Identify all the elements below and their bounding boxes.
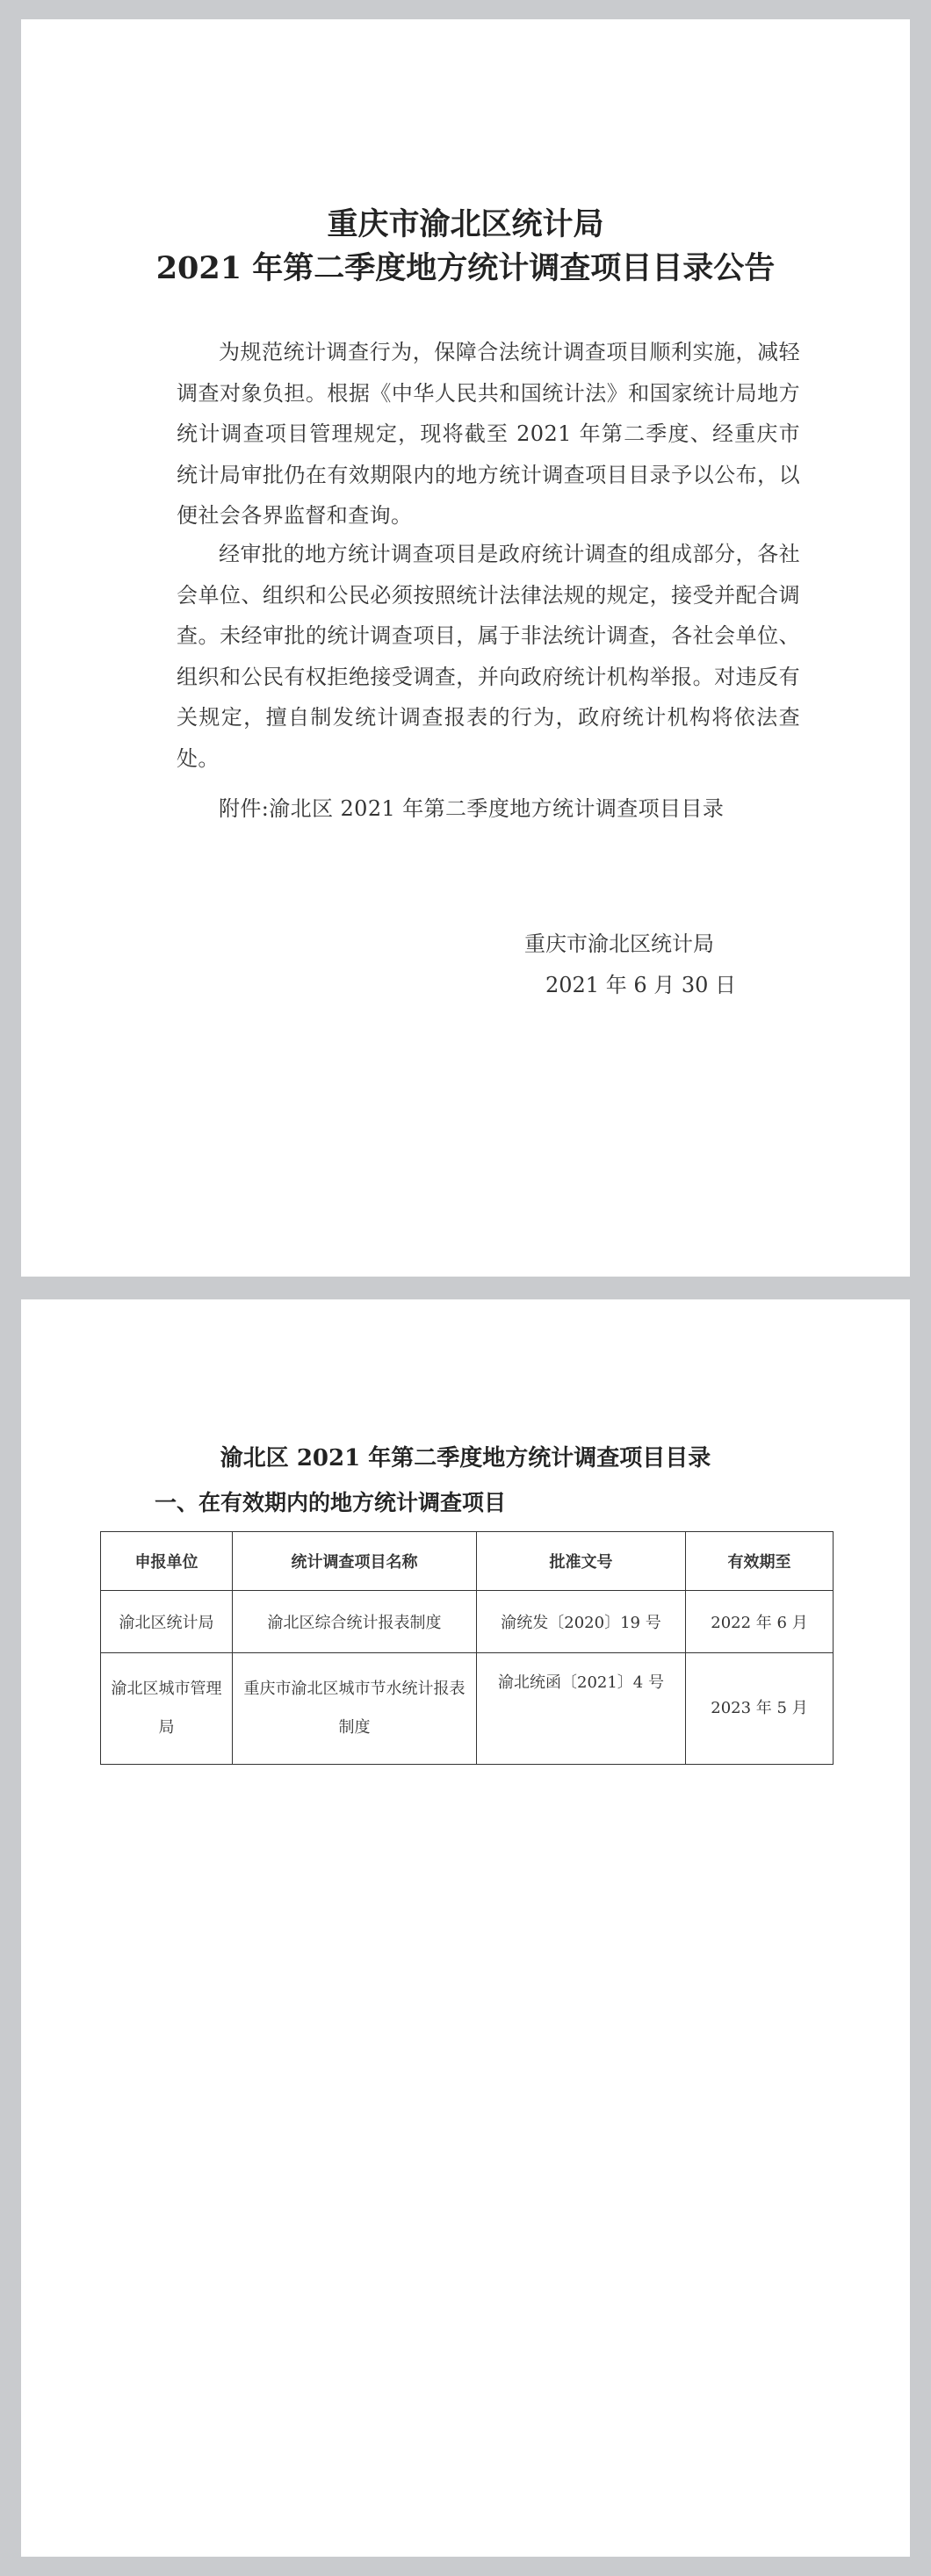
cell-applicant: 渝北区城市管理局 <box>101 1653 233 1765</box>
table-row <box>101 1591 834 1653</box>
table-header-row <box>101 1532 834 1591</box>
cell-valid-until: 2023 年 5 月 <box>686 1653 834 1765</box>
catalog-table <box>100 1531 834 1765</box>
section-heading: 一、在有效期内的地方统计调查项目 <box>155 1490 507 1515</box>
signature-date: 2021 年 6 月 30 日 <box>545 973 737 997</box>
header-approval-number: 批准文号 <box>477 1532 686 1591</box>
catalog-title: 渝北区 2021 年第二季度地方统计调查项目目录 <box>220 1445 711 1471</box>
cell-project-name: 渝北区综合统计报表制度 <box>233 1591 477 1653</box>
notice-title-line1: 重庆市渝北区统计局 <box>327 206 604 242</box>
catalog-page <box>21 1299 910 2557</box>
notice-attachment: 附件:渝北区 2021 年第二季度地方统计调查项目目录 <box>219 796 725 821</box>
table-row <box>101 1653 834 1765</box>
notice-paragraph-1: 为规范统计调查行为，保障合法统计调查项目顺利实施，减轻调查对象负担。根据《中华人民共和国统计法》和国家统计局地方统计调查项目管理规定，现将截至 2021 年第二季度、经重庆市统计局审批仍在有效期限内的地方统计调查项目目录予以公布，以便社会各界监督和查询。 <box>177 340 800 528</box>
notice-page <box>21 19 910 1277</box>
notice-paragraph-2: 经审批的地方统计调查项目是政府统计调查的组成部分，各社会单位、组织和公民必须按照统计法律法规的规定，接受并配合调查。未经审批的统计调查项目，属于非法统计调查，各社会单位、组织和公民有权拒绝接受调查，并向政府统计机构举报。对违反有关规定，擅自制发统计调查报表的行为，政府统计机构将依法查处。 <box>177 542 800 771</box>
cell-applicant: 渝北区统计局 <box>101 1591 233 1653</box>
notice-title-line2: 2021 年第二季度地方统计调查项目目录公告 <box>155 250 776 286</box>
cell-approval-number: 渝北统函〔2021〕4 号 <box>477 1653 686 1765</box>
cell-approval-number: 渝统发〔2020〕19 号 <box>477 1591 686 1653</box>
header-project-name: 统计调查项目名称 <box>233 1532 477 1591</box>
signature-org: 重庆市渝北区统计局 <box>524 932 714 956</box>
cell-project-name: 重庆市渝北区城市节水统计报表制度 <box>233 1653 477 1765</box>
header-valid-until: 有效期至 <box>686 1532 834 1591</box>
cell-valid-until: 2022 年 6 月 <box>686 1591 834 1653</box>
header-applicant: 申报单位 <box>101 1532 233 1591</box>
